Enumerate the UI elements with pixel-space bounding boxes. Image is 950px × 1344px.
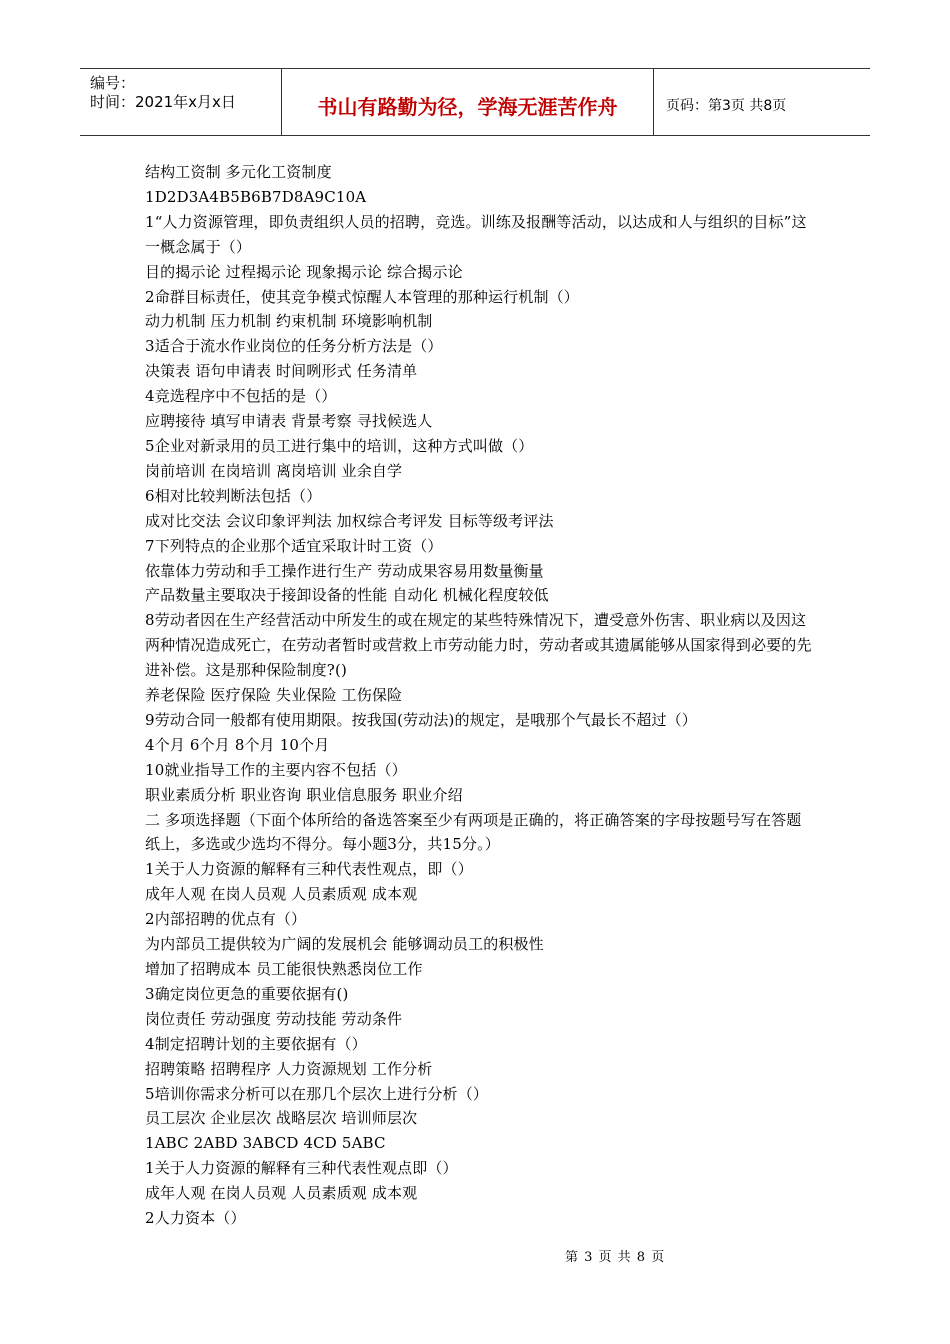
document-body [145, 160, 815, 1231]
options-line: 目的揭示论 过程揭示论 现象揭示论 综合揭示论 [145, 262, 463, 281]
question-line: 6相对比较判断法包括（） [145, 486, 322, 505]
header-left-cell [80, 69, 282, 135]
options-line: 决策表 语句申请表 时间咧形式 任务清单 [145, 362, 418, 381]
question-line: 8劳动者因在生产经营活动中所发生的或在规定的某些特殊情况下，遭受意外伤害、职业病以及因这两种情况造成死亡，在劳动者暂时或营救上市劳动能力时，劳动者或其遗属能够从国家得到必要的先进补偿。这是那种保险制度?() [145, 611, 812, 680]
options-line: 增加了招聘成本 员工能很快熟悉岗位工作 [145, 960, 423, 978]
options-line: 成对比交法 会议印象评判法 加权综合考评发 目标等级考评法 [145, 511, 554, 530]
options-line: 职业素质分析 职业咨询 职业信息服务 职业介绍 [145, 785, 463, 804]
document-time-label: 时间：2021年x月x日 [90, 93, 236, 111]
options-line: 产品数量主要取决于接卸设备的性能 自动化 机械化程度较低 [145, 586, 549, 605]
question-line: 4竞选程序中不包括的是（） [145, 387, 337, 406]
section-heading: 二 多项选择题（下面个体所给的备选答案至少有两项是正确的，将正确答案的字母按题号写在答题纸上，多选或少选均不得分。每小题3分，共15分。） [145, 810, 802, 854]
question-line: 3适合于流水作业岗位的任务分析方法是（） [145, 337, 443, 356]
options-line: 应聘接待 填写申请表 背景考察 寻找候选人 [145, 412, 433, 431]
question-line: 5企业对新录用的员工进行集中的培训，这种方式叫做（） [145, 436, 534, 455]
question-line: 5培训你需求分析可以在那几个层次上进行分析（） [145, 1084, 488, 1103]
options-line: 养老保险 医疗保险 失业保险 工伤保险 [145, 686, 403, 705]
header-motto: 书山有路勤为径，学海无涯苦作舟 [282, 69, 654, 135]
question-line: 7下列特点的企业那个适宜采取计时工资（） [145, 536, 443, 555]
question-line: 2内部招聘的优点有（） [145, 910, 307, 929]
question-line: 4制定招聘计划的主要依据有（） [145, 1034, 367, 1053]
question-line: 1关于人力资源的解释有三种代表性观点即（） [145, 1159, 458, 1178]
options-line: 员工层次 企业层次 战略层次 培训师层次 [145, 1109, 418, 1128]
options-line: 招聘策略 招聘程序 人力资源规划 工作分析 [145, 1059, 433, 1078]
question-line: 3确定岗位更急的重要依据有() [145, 984, 349, 1003]
options-line: 4个月 6个月 8个月 10个月 [145, 735, 330, 754]
options-line: 岗前培训 在岗培训 离岗培训 业余自学 [145, 461, 403, 480]
page-header [80, 68, 870, 136]
options-line: 成年人观 在岗人员观 人员素质观 成本观 [145, 885, 418, 904]
question-line: 1“人力资源管理，即负责组织人员的招聘，竞选。训练及报酬等活动，以达成和人与组织的目标”这一概念属于（） [145, 212, 807, 256]
options-line: 为内部员工提供较为广阔的发展机会 能够调动员工的积极性 [145, 935, 544, 954]
question-line: 2人力资本（） [145, 1209, 246, 1228]
question-line: 9劳动合同一般都有使用期限。按我国(劳动法)的规定，是哦那个气最长不超过（） [145, 710, 697, 729]
answer-key-line: 1D2D3A4B5B6B7D8A9C10A [145, 187, 367, 206]
text-line: 结构工资制 多元化工资制度 [145, 163, 332, 181]
question-line: 10就业指导工作的主要内容不包括（） [145, 760, 407, 779]
answer-key-line: 1ABC 2ABD 3ABCD 4CD 5ABC [145, 1134, 386, 1153]
options-line: 成年人观 在岗人员观 人员素质观 成本观 [145, 1184, 418, 1203]
page-footer: 第 3 页 共 8 页 [565, 1250, 666, 1265]
options-line: 岗位责任 劳动强度 劳动技能 劳动条件 [145, 1009, 403, 1028]
options-line: 动力机制 压力机制 约束机制 环境影响机制 [145, 312, 433, 331]
question-line: 2命群目标责任，使其竞争模式惊醒人本管理的那种运行机制（） [145, 287, 579, 306]
document-number-label: 编号： [90, 74, 136, 92]
options-line: 依靠体力劳动和手工操作进行生产 劳动成果容易用数量衡量 [145, 561, 544, 580]
question-line: 1关于人力资源的解释有三种代表性观点，即（） [145, 860, 473, 879]
header-page-label: 页码：第3页 共8页 [666, 98, 787, 114]
